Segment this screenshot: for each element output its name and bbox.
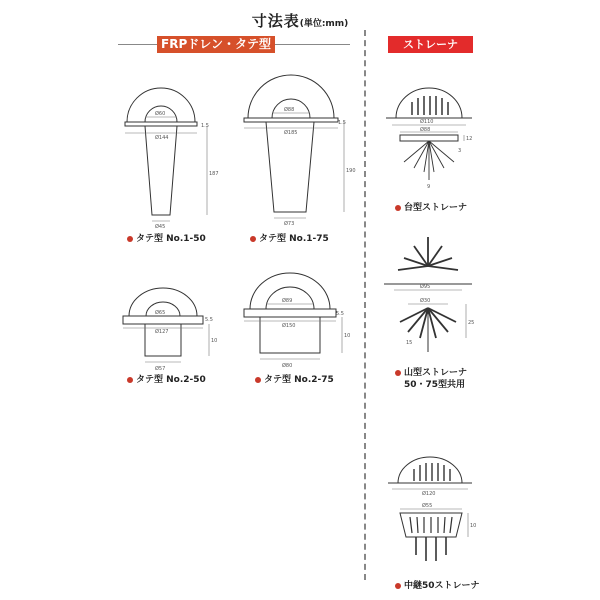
dim-label: Ø185	[284, 130, 298, 136]
drawing-daikata	[382, 80, 477, 195]
dim-label: Ø80	[282, 363, 293, 369]
section-header-strainer: ストレーナ	[388, 36, 473, 53]
dome	[398, 457, 462, 483]
bullet-icon	[395, 205, 401, 211]
dim-label: 25	[468, 320, 475, 326]
flange	[123, 316, 203, 324]
caption-no2-50: タテ型 No.2-50	[127, 372, 206, 385]
dim-label: 1.5	[201, 123, 209, 129]
bullet-icon	[250, 236, 256, 242]
dome	[396, 88, 462, 118]
header-rule-right	[275, 44, 350, 45]
drawing-yamagata	[380, 232, 480, 362]
flange	[125, 122, 197, 126]
dim-label: Ø30	[420, 298, 431, 304]
dim-label: 12	[466, 136, 473, 142]
dim-label: 5.5	[336, 311, 344, 317]
column-divider	[364, 30, 366, 580]
header-rule-left	[118, 44, 158, 45]
caption-no2-75: タテ型 No.2-75	[255, 372, 334, 385]
dim-label: Ø110	[420, 119, 434, 125]
dome-slots	[414, 463, 450, 481]
dim-label: Ø150	[282, 323, 296, 329]
ring	[400, 135, 458, 141]
bullet-icon	[127, 377, 133, 383]
flange	[244, 309, 336, 317]
dim-label: Ø88	[420, 127, 431, 133]
dim-label: Ø55	[422, 503, 433, 509]
dim-label: Ø127	[155, 329, 169, 335]
caption-no1-50: タテ型 No.1-50	[127, 231, 206, 244]
drawing-no1-50	[115, 65, 220, 230]
dim-label: 5.5	[205, 317, 213, 323]
dim-label: Ø65	[155, 310, 166, 316]
section-header-frp: FRPドレン・タテ型	[157, 36, 275, 53]
drawing-nakatsugi	[382, 455, 482, 570]
dim-label: Ø120	[422, 491, 436, 497]
basket-slots	[410, 517, 452, 533]
dim-label: Ø89	[282, 298, 293, 304]
dim-label: Ø60	[155, 111, 166, 117]
caption-no1-75: タテ型 No.1-75	[250, 231, 329, 244]
title-unit: (単位:mm)	[299, 19, 349, 29]
dim-label: Ø95	[420, 284, 431, 290]
bullet-icon	[395, 370, 401, 376]
dim-label: Ø45	[155, 224, 166, 230]
caption-daikata: 台型ストレーナ	[395, 200, 467, 213]
dim-label: Ø144	[155, 135, 169, 141]
legs	[416, 537, 446, 561]
drawing-no2-50	[115, 280, 220, 372]
title-main: 寸法表	[251, 12, 300, 30]
ribs-top	[398, 237, 458, 270]
dim-label: Ø73	[284, 221, 295, 227]
dim-label: 15	[406, 340, 413, 346]
dim-label: 187	[209, 171, 219, 177]
dim-label: Ø57	[155, 366, 166, 372]
bullet-icon	[255, 377, 261, 383]
dim-label: 10	[211, 338, 218, 344]
bullet-icon	[395, 583, 401, 589]
bullet-icon	[127, 236, 133, 242]
caption-yamagata: 山型ストレーナ 50・75型共用	[395, 367, 467, 391]
dim-label: 3	[458, 148, 462, 154]
dim-label: 10	[344, 333, 351, 339]
drawing-no1-75	[238, 62, 356, 227]
dim-label: 190	[346, 168, 356, 174]
flange	[244, 118, 338, 122]
page-title	[0, 10, 600, 31]
drawing-no2-75	[238, 265, 353, 370]
legs	[404, 141, 454, 180]
dome-slots	[412, 96, 448, 115]
caption-nakatsugi: 中継50ストレーナ	[395, 578, 480, 591]
dim-label: 9	[427, 184, 431, 190]
dim-label: 10	[470, 523, 477, 529]
dim-label: Ø88	[284, 107, 295, 113]
dim-label: 1.5	[338, 120, 346, 126]
